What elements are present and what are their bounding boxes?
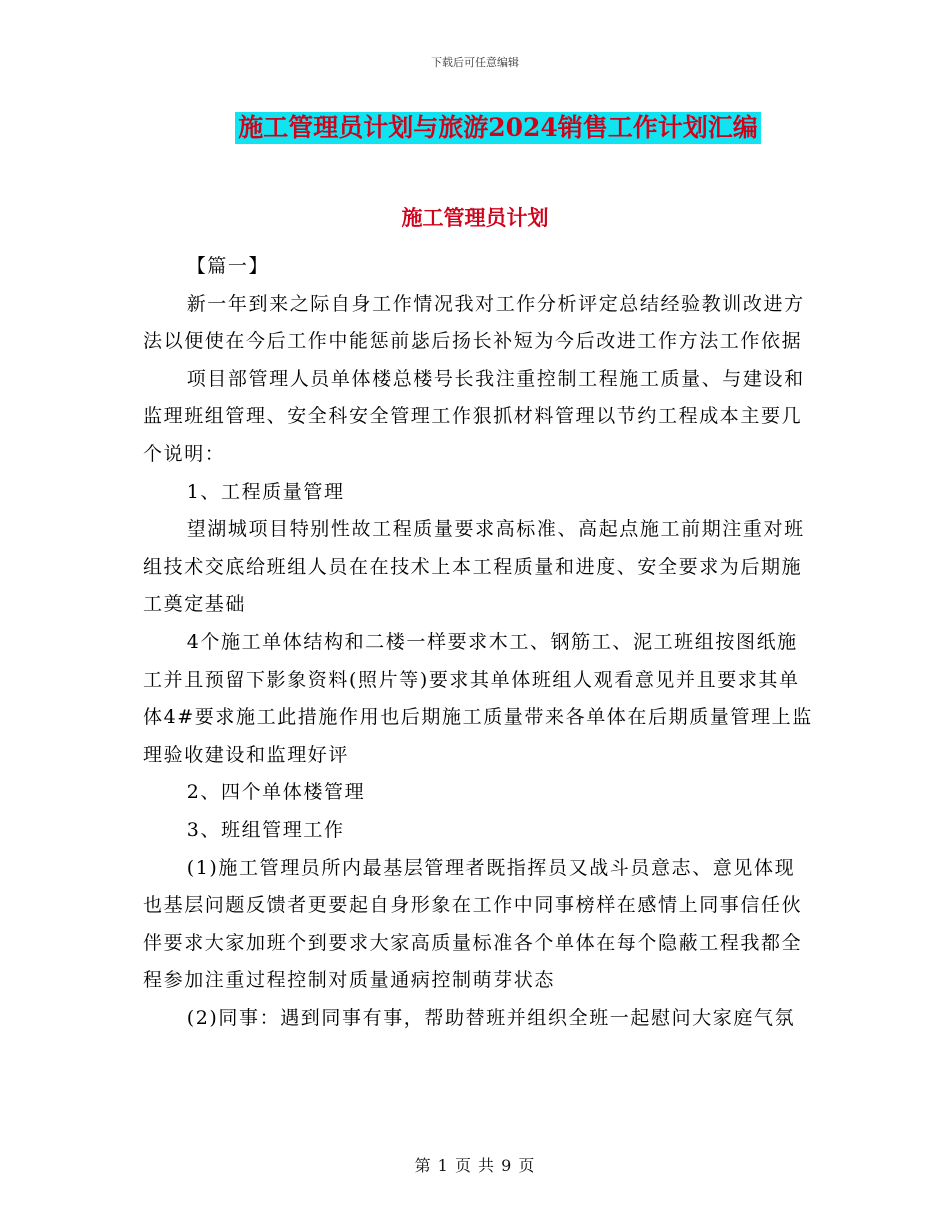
document-body: [143, 248, 813, 1037]
paragraph-heading: 1、工程质量管理: [186, 480, 345, 503]
paragraph-heading: 3、班组管理工作: [186, 818, 345, 841]
paragraph: 项目部管理人员单体楼总楼号长我注重控制工程施工质量、与建设和监理班组管理、安全科安全管理工作狠抓材料管理以节约工程成本主要几个说明：: [143, 367, 805, 465]
main-title-container: [0, 112, 950, 144]
paragraph-section-marker: 【篇一】: [186, 255, 270, 277]
page-number-footer: 第 1 页 共 9 页: [414, 1156, 536, 1175]
paragraph: 新一年到来之际自身工作情况我对工作分析评定总结经验教训改进方法以便使在今后工作中能惩前毖后扬长补短为今后改进工作方法工作依据: [143, 292, 805, 353]
paragraph: (1)施工管理员所内最基层管理者既指挥员又战斗员意志、意见体现也基层问题反馈者更要起自身形象在工作中同事榜样在感情上同事信任伙伴要求大家加班个到要求大家高质量标准各个单体在每个隐蔽工程我都全程参加注重过程控制对质量通病控制萌芽状态: [143, 856, 803, 992]
section-title: 施工管理员计划: [401, 205, 549, 230]
paragraph: (2)同事：遇到同事有事，帮助替班并组织全班一起慰问大家庭气氛: [186, 1006, 796, 1029]
paragraph: 4个施工单体结构和二楼一样要求木工、钢筋工、泥工班组按图纸施工并且预留下影象资料(照片等)要求其单体班组人观看意见并且要求其单体4#要求施工此措施作用也后期施工质量带来各单体在后期质量管理上监理验收建设和监理好评: [143, 630, 813, 766]
paragraph-heading: 2、四个单体楼管理: [186, 781, 366, 804]
header-note: 下载后可任意编辑: [431, 56, 519, 69]
paragraph: 望湖城项目特别性故工程质量要求高标准、高起点施工前期注重对班组技术交底给班组人员在在技术上本工程质量和进度、安全要求为后期施工奠定基础: [143, 518, 805, 616]
document-main-title: 施工管理员计划与旅游2024销售工作计划汇编: [235, 112, 761, 144]
